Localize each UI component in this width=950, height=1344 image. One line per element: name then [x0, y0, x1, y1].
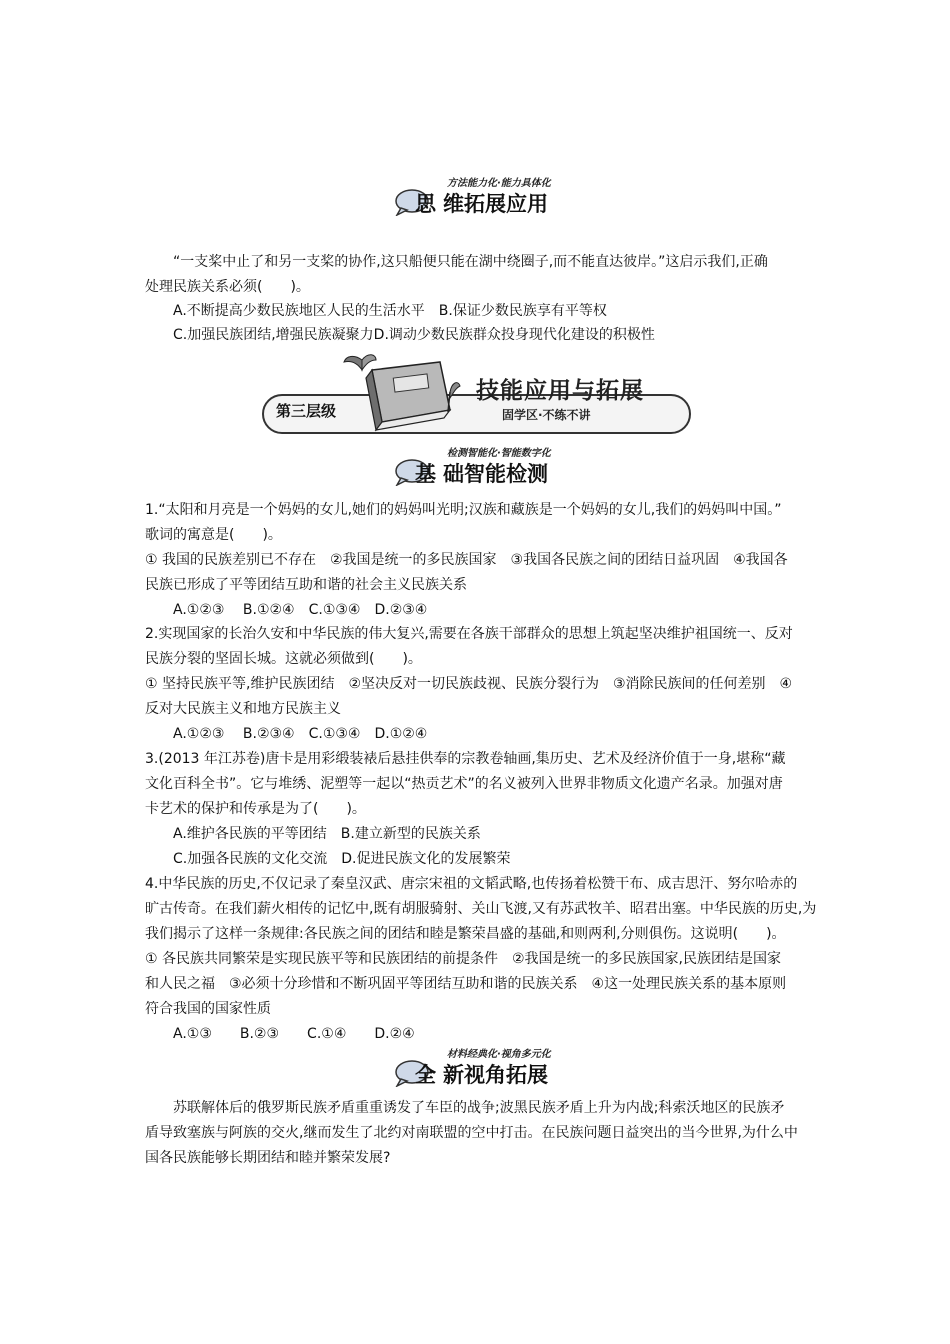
q1-statement: ① 我国的民族差别已不存在 ②我国是统一的多民族国家 ③我国各民族之间的团结日益巩固 ④我国各: [145, 552, 788, 568]
final-question-line: 国各民族能够长期团结和睦并繁荣发展?: [145, 1150, 391, 1166]
book-icon: [332, 352, 462, 436]
level-banner: [262, 352, 692, 440]
section-title-first-char: 思: [415, 192, 436, 216]
q4-stem: 旷古传奇。在我们薪火相传的记忆中,既有胡服骑射、关山飞渡,又有苏武牧羊、昭君出塞。中华民族的历史,为: [145, 901, 817, 917]
section-title: 础智能检测: [443, 462, 548, 486]
q2-stem: 2.实现国家的长治久安和中华民族的伟大复兴,需要在各族干部群众的思想上筑起坚决维护祖国统一、反对: [145, 626, 793, 642]
section-title: 维拓展应用: [443, 192, 548, 216]
q3-stem: 文化百科全书”。它与堆绣、泥塑等一起以“热贡艺术”的名义被列入世界非物质文化遗产名录。加强对唐: [145, 776, 783, 792]
q3-stem: 卡艺术的保护和传承是为了( )。: [145, 801, 366, 817]
q4-statement: 符合我国的国家性质: [145, 1001, 271, 1017]
banner-title: 技能应用与拓展: [476, 378, 644, 404]
q3-stem: 3.(2013 年江苏卷)唐卡是用彩缎装裱后悬挂供奉的宗教卷轴画,集历史、艺术及经济价值于一身,堪称“藏: [145, 751, 786, 767]
q2-stem: 民族分裂的坚固长城。这就必须做到( )。: [145, 651, 422, 667]
q1-stem: 1.“太阳和月亮是一个妈妈的女儿,她们的妈妈叫光明;汉族和藏族是一个妈妈的女儿,我们的妈妈叫中国。”: [145, 502, 782, 518]
section-tagline: 方法能力化·能力具体化: [447, 178, 551, 189]
q2-statement: 反对大民族主义和地方民族主义: [145, 701, 341, 717]
section-tagline: 材料经典化·视角多元化: [447, 1049, 551, 1060]
section-header-jichu: [395, 444, 565, 488]
q1-stem: 歌词的寓意是( )。: [145, 527, 282, 543]
section-title: 新视角拓展: [443, 1063, 548, 1087]
q1-options: A.①②③ B.①②④ C.①③④ D.②③④: [173, 602, 428, 618]
q3-options-cd: C.加强各民族的文化交流 D.促进民族文化的发展繁荣: [173, 851, 511, 867]
intro-options-ab: A.不断提高少数民族地区人民的生活水平 B.保证少数民族享有平等权: [173, 303, 607, 319]
q4-statement: 和人民之福 ③必须十分珍惜和不断巩固平等团结互助和谐的民族关系 ④这一处理民族关系的基本原则: [145, 976, 787, 992]
intro-options-cd: C.加强民族团结,增强民族凝聚力D.调动少数民族群众投身现代化建设的积极性: [173, 327, 655, 343]
q2-options: A.①②③ B.②③④ C.①③④ D.①②④: [173, 726, 428, 742]
q1-statement: 民族已形成了平等团结互助和谐的社会主义民族关系: [145, 577, 467, 593]
section-title-first-char: 全: [415, 1063, 436, 1087]
q4-stem: 我们揭示了这样一条规律:各民族之间的团结和睦是繁荣昌盛的基础,和则两利,分则俱伤。这说明( )。: [145, 926, 786, 942]
final-question-line: 盾导致塞族与阿族的交火,继而发生了北约对南联盟的空中打击。在民族问题日益突出的当今世界,为什么中: [145, 1125, 798, 1141]
section-header-quanxin: [395, 1045, 565, 1089]
section-header-siwei: [395, 174, 565, 218]
q4-stem: 4.中华民族的历史,不仅记录了秦皇汉武、唐宗宋祖的文韬武略,也传扬着松赞干布、成吉思汗、努尔哈赤的: [145, 876, 798, 892]
q2-statement: ① 坚持民族平等,维护民族团结 ②坚决反对一切民族歧视、民族分裂行为 ③消除民族间的任何差别 ④: [145, 676, 793, 692]
intro-question-line: 处理民族关系必须( )。: [145, 279, 310, 295]
q3-options-ab: A.维护各民族的平等团结 B.建立新型的民族关系: [173, 826, 481, 842]
section-title-first-char: 基: [415, 462, 436, 486]
q4-options: A.①③ B.②③ C.①④ D.②④: [173, 1026, 415, 1042]
banner-level-label: 第三层级: [276, 402, 337, 420]
q4-statement: ① 各民族共同繁荣是实现民族平等和民族团结的前提条件 ②我国是统一的多民族国家,民族团结是国家: [145, 951, 781, 967]
intro-question-line: “一支桨中止了和另一支桨的协作,这只船便只能在湖中绕圈子,而不能直达彼岸。”这启示我们,正确: [173, 254, 768, 270]
section-tagline: 检测智能化·智能数字化: [447, 448, 551, 459]
final-question-line: 苏联解体后的俄罗斯民族矛盾重重诱发了车臣的战争;波黑民族矛盾上升为内战;科索沃地区的民族矛: [173, 1100, 785, 1116]
banner-subtitle: 固学区·不练不讲: [502, 408, 591, 422]
